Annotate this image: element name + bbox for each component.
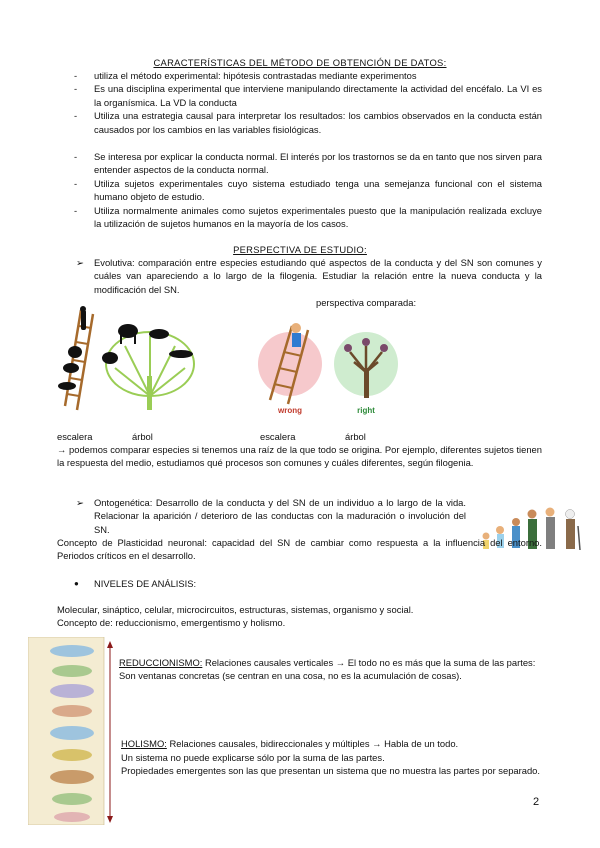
ladder-tree-illustration — [55, 306, 205, 416]
label-escalera: escalera — [57, 431, 93, 442]
arrow-bullet-icon: ➢ — [76, 257, 84, 268]
section-heading-metodo: CARACTERÍSTICAS DEL MÉTODO DE OBTENCIÓN DE DATOS: — [153, 57, 447, 68]
section-heading-perspectiva: PERSPECTIVA DE ESTUDIO: — [233, 244, 367, 255]
wrong-label: wrong — [278, 406, 302, 415]
arrow-bullet-icon: ➢ — [76, 497, 84, 508]
list-item: - Utiliza normalmente animales como sujetos experimentales puesto que la manipulación realizada excluye la utilización de sujetos humanos en la mayoría de los casos. — [74, 204, 542, 231]
holismo-line: Un sistema no puede explicarse sólo por la suma de las partes. — [121, 752, 385, 763]
page-number: 2 — [533, 796, 540, 808]
holismo-line: Propiedades emergentes son las que presentan un sistema que no muestra las partes por separado. — [121, 765, 541, 776]
section-heading-niveles: NIVELES DE ANÁLISIS: — [94, 578, 197, 589]
list-item: - Se interesa por explicar la conducta normal. El interés por los trastornos se da en tanto que nos sirven para entender aspectos de la conducta normal. — [74, 150, 542, 177]
circle-bullet-icon: ● — [74, 579, 79, 588]
wrong-circle — [258, 332, 322, 396]
label-arbol: árbol — [132, 431, 153, 442]
label-escalera: escalera — [260, 431, 296, 442]
raiz-paragraph: → podemos comparar especies si tenemos una raíz de la que todo se origina. Por ejemplo, diferentes sujetos tienen la respuesta del medio, estudiamos qué procesos son comunes y cuáles diferentes, según filogenia. — [57, 444, 542, 469]
levels-of-analysis-illustration — [28, 637, 118, 825]
reduccionismo-text: Relaciones causales verticales → El todo no es más que la suma de las partes: Son ventanas concretas (se centran en una cosa, no es la acumulación de cosas). — [119, 657, 536, 682]
list-item: - Es una disciplina experimental que interviene manipulando directamente la actividad del encéfalo. La VI es la organísmica. La VD la conducta — [74, 82, 542, 109]
list-item: - Utiliza sujetos experimentales cuyo sistema estudiado tenga una semejanza funcional con el sistema humano objeto de estudio. — [74, 177, 542, 204]
ontogenetica-paragraph: Ontogenética: Desarrollo de la conducta y del SN de un individuo a lo largo de la vida. Relacionar la aparición / deterioro de las conductas con la maduración o involución del SN. — [94, 497, 466, 535]
list-item: - utiliza el método experimental: hipótesis contrastadas mediante experimentos — [74, 69, 542, 82]
conceptos-text: Concepto de: reduccionismo, emergentismo y holismo. — [57, 617, 286, 628]
ladder-icon — [65, 310, 93, 410]
list-item: - Utiliza una estrategia causal para interpretar los resultados: los cambios observados en la conducta están causados por los cambios en las variables fisiológicas. — [74, 109, 542, 136]
evolutiva-paragraph: Evolutiva: comparación entre especies estudiando qué aspectos de la conducta y del SN son comunes y cuáles van apareciendo a lo largo de la filogenia. Estudiar la relación entre la nueva conducta y la modificación del SN. — [94, 257, 542, 295]
bullet-list-metodo-a — [74, 69, 542, 136]
comparada-caption: perspectiva comparada: — [316, 297, 417, 308]
person-icon — [566, 510, 581, 551]
plasticidad-paragraph: Concepto de Plasticidad neuronal: capacidad del SN de cambiar como respuesta a la influencia del entorno. Periodos críticos en el desarrollo. — [57, 537, 542, 562]
holismo-title: HOLISMO: — [121, 738, 167, 749]
bullet-list-metodo-b — [74, 150, 542, 230]
holismo-text: Relaciones causales, bidireccionales y múltiples → Habla de un todo. — [166, 738, 459, 749]
niveles-list-text: Molecular, sináptico, celular, microcircuitos, estructuras, sistemas, organismo y social. — [57, 604, 414, 615]
level-icons — [50, 645, 94, 822]
reduccionismo-paragraph — [119, 656, 542, 683]
person-icon — [546, 508, 556, 550]
person-icon — [291, 323, 301, 347]
label-arbol: árbol — [345, 431, 366, 442]
tree-icon — [106, 332, 194, 410]
right-label: right — [357, 406, 375, 415]
wrong-right-illustration — [252, 318, 412, 418]
reduccionismo-title: REDUCCIONISMO: — [119, 657, 203, 668]
holismo-paragraph — [121, 737, 542, 750]
